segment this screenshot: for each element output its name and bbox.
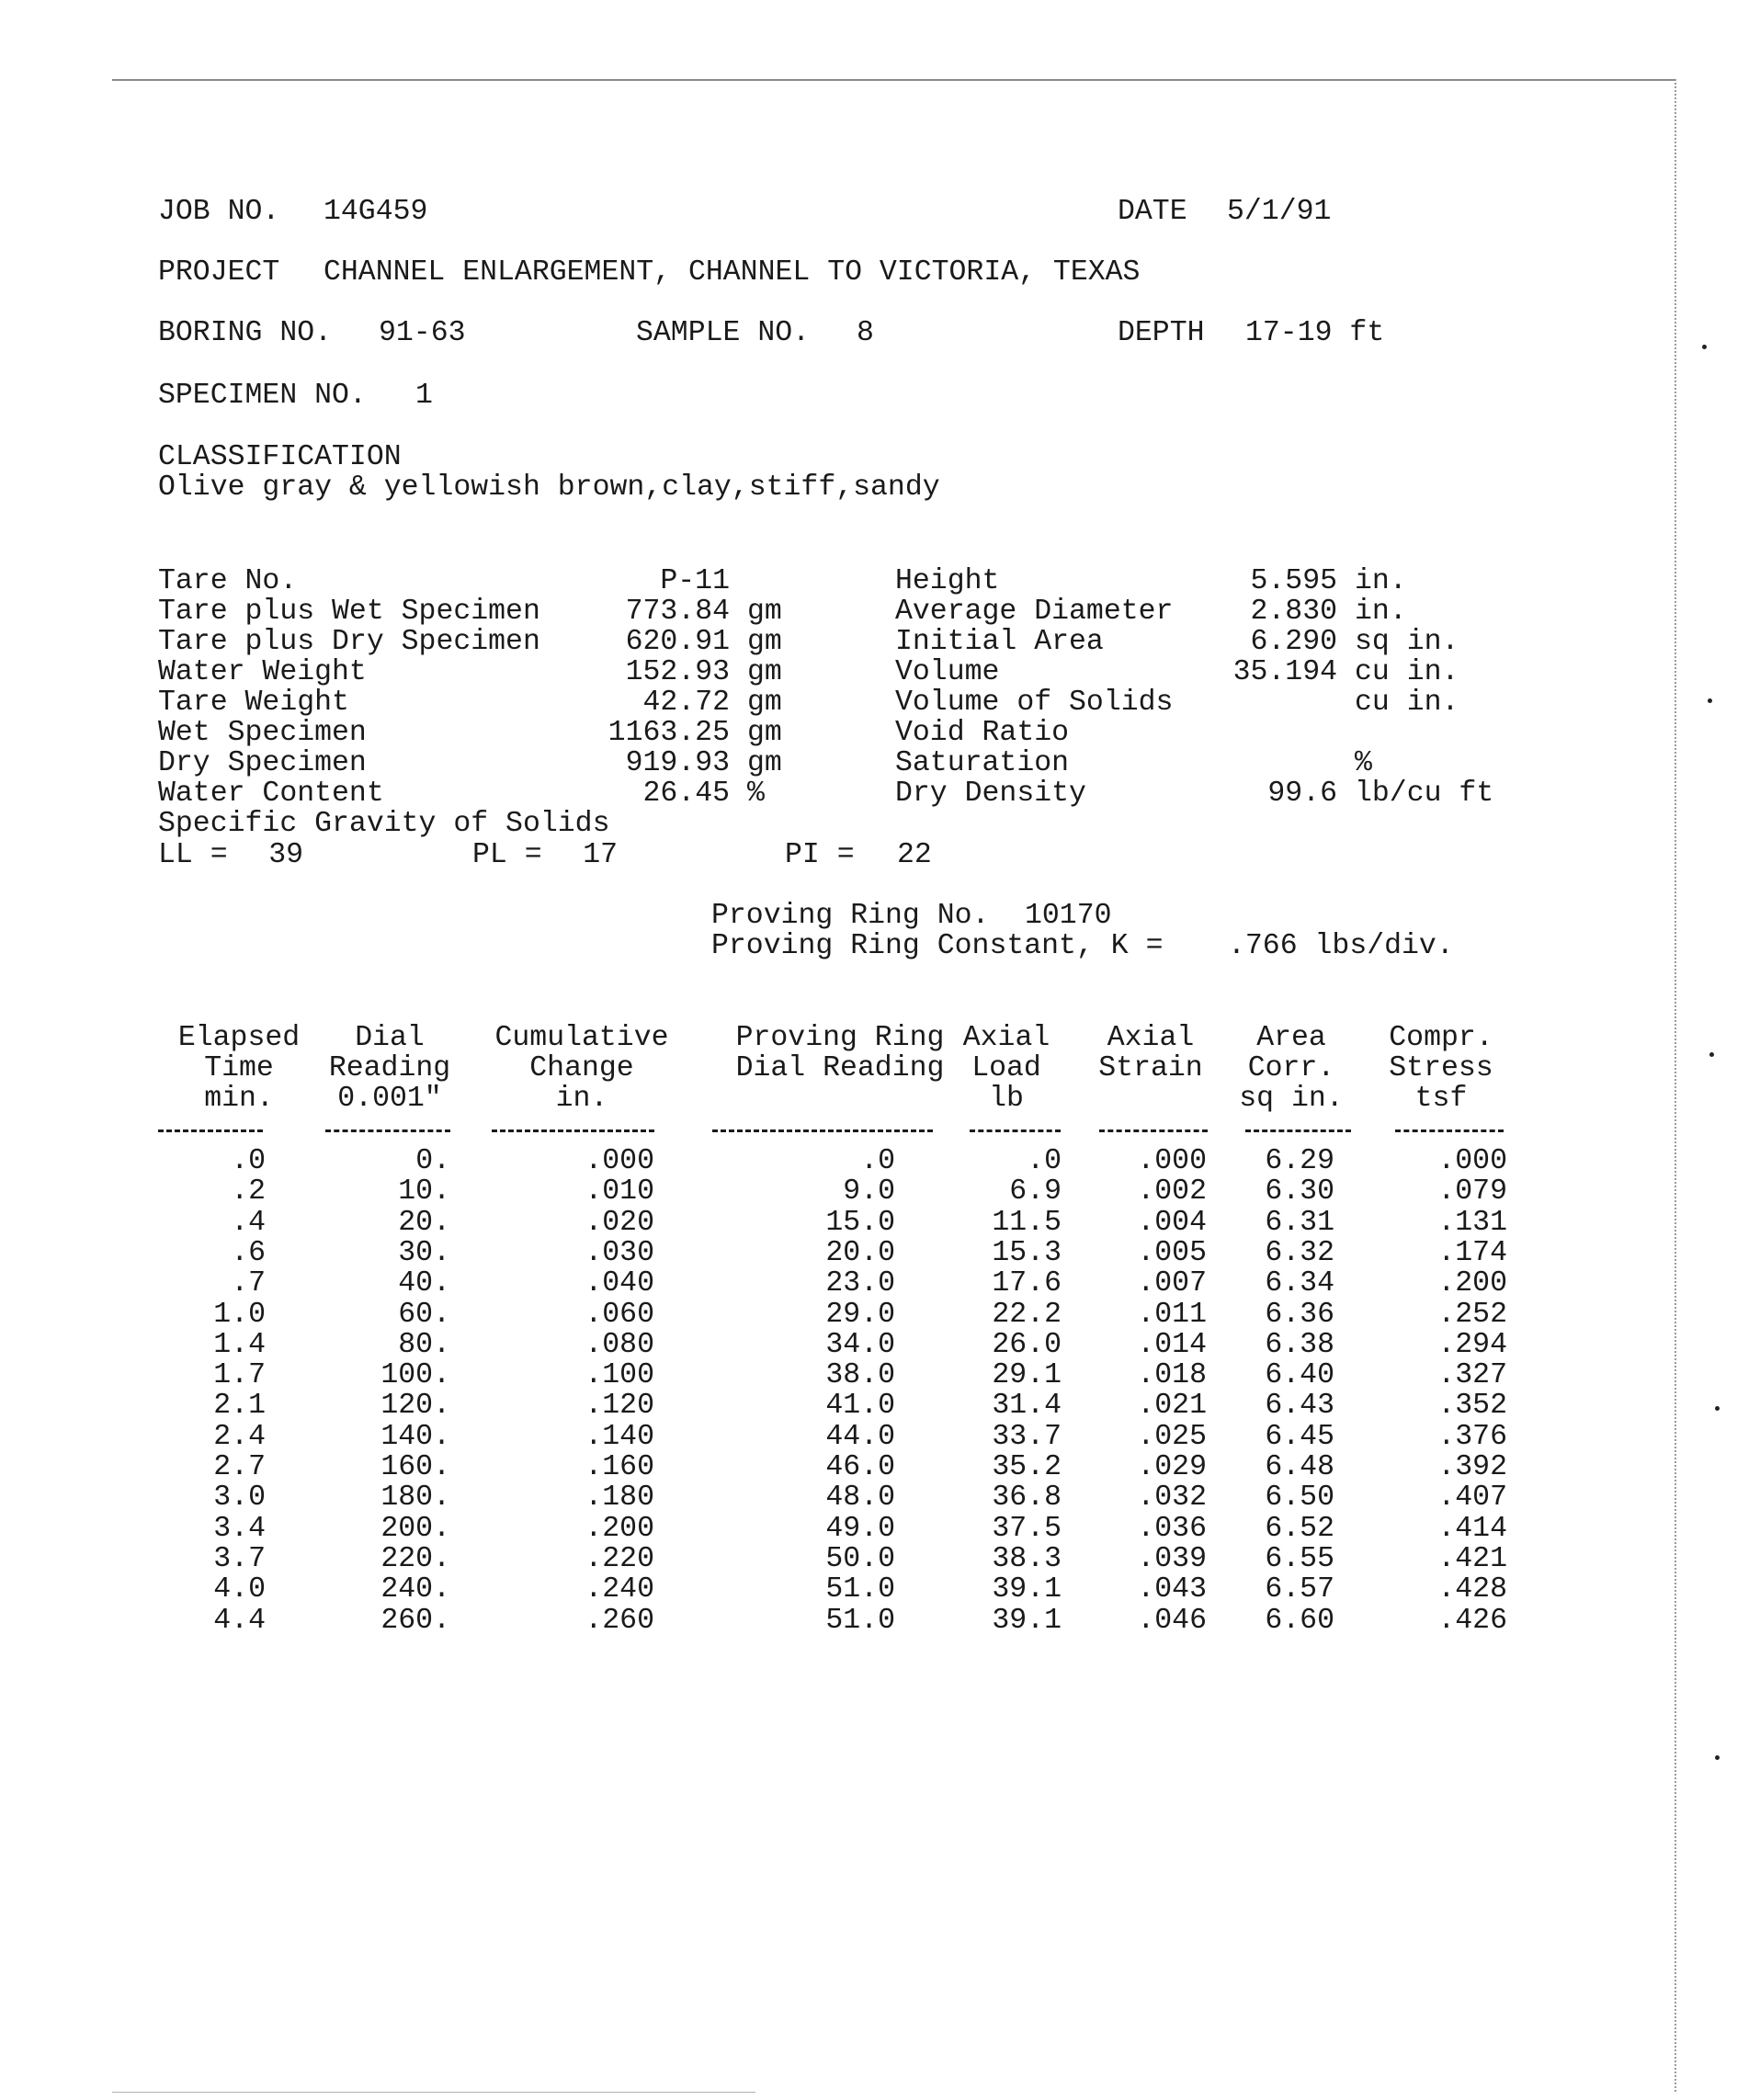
table-cell: 37.5 xyxy=(992,1512,1062,1545)
scan-speck xyxy=(1702,345,1707,349)
table-cell: .174 xyxy=(1437,1236,1507,1269)
table-cell: .260 xyxy=(585,1604,654,1637)
table-cell: 6.38 xyxy=(1265,1328,1334,1361)
table-cell: 1.4 xyxy=(213,1328,266,1361)
table-cell: 1.7 xyxy=(213,1359,266,1392)
table-cell: .100 xyxy=(585,1359,654,1392)
table-column-header: tsf xyxy=(1414,1083,1468,1115)
table-cell: 6.48 xyxy=(1265,1451,1334,1483)
header-underline xyxy=(158,1129,263,1132)
project-label: PROJECT xyxy=(158,256,280,289)
table-cell: 220. xyxy=(380,1542,450,1575)
table-cell: .025 xyxy=(1137,1420,1207,1453)
property-unit: gm xyxy=(747,626,782,658)
table-cell: .014 xyxy=(1137,1328,1207,1361)
table-cell: .004 xyxy=(1137,1206,1207,1239)
table-cell: .200 xyxy=(1437,1267,1507,1300)
table-cell: .252 xyxy=(1437,1298,1507,1331)
plastic-limit-label: PL = xyxy=(472,839,542,871)
table-column-header: Axial xyxy=(962,1022,1050,1054)
table-cell: 6.31 xyxy=(1265,1206,1334,1239)
property-value: 620.91 xyxy=(625,626,730,658)
table-cell: .036 xyxy=(1137,1512,1207,1545)
table-cell: .140 xyxy=(585,1420,654,1453)
property-value: P-11 xyxy=(660,565,730,597)
property-label: Specific Gravity of Solids xyxy=(158,808,610,840)
table-cell: 49.0 xyxy=(825,1512,895,1545)
table-cell: .0 xyxy=(1027,1145,1062,1177)
header-underline xyxy=(1099,1129,1208,1132)
plasticity-index-label: PI = xyxy=(785,839,855,871)
table-cell: 50.0 xyxy=(825,1542,895,1575)
table-cell: .007 xyxy=(1137,1267,1207,1300)
table-cell: .327 xyxy=(1437,1359,1507,1392)
table-column-header: Axial xyxy=(1107,1022,1195,1054)
property-value: 1163.25 xyxy=(607,717,730,749)
table-cell: 34.0 xyxy=(825,1328,895,1361)
table-cell: .414 xyxy=(1437,1512,1507,1545)
property-label: Wet Specimen xyxy=(158,717,367,749)
table-cell: .080 xyxy=(585,1328,654,1361)
sample-number-value: 8 xyxy=(857,317,874,349)
table-column-header: Load xyxy=(971,1052,1041,1084)
table-cell: 100. xyxy=(380,1359,450,1392)
table-cell: 6.50 xyxy=(1265,1481,1334,1515)
table-cell: .160 xyxy=(585,1451,654,1483)
table-cell: 36.8 xyxy=(992,1481,1062,1515)
table-cell: .392 xyxy=(1437,1451,1507,1483)
table-cell: 1.0 xyxy=(213,1298,266,1331)
boring-number-value: 91-63 xyxy=(379,317,466,349)
table-column-header: Cumulative xyxy=(494,1022,669,1054)
table-column-header: Time xyxy=(204,1052,274,1084)
property-unit: % xyxy=(1355,747,1372,779)
project-value: CHANNEL ENLARGEMENT, CHANNEL TO VICTORIA, TEXAS xyxy=(324,256,1141,289)
table-column-header: in. xyxy=(555,1083,608,1115)
table-cell: .376 xyxy=(1437,1420,1507,1453)
table-cell: .029 xyxy=(1137,1451,1207,1483)
table-cell: 4.4 xyxy=(213,1604,266,1637)
table-column-header: Reading xyxy=(328,1052,451,1084)
property-label: Height xyxy=(895,565,1000,597)
table-cell: 6.45 xyxy=(1265,1420,1334,1453)
table-cell: 26.0 xyxy=(992,1328,1062,1361)
table-column-header: Corr. xyxy=(1247,1052,1335,1084)
header-underline xyxy=(970,1129,1061,1132)
table-cell: 46.0 xyxy=(825,1451,895,1483)
property-unit: cu in. xyxy=(1355,656,1459,688)
table-cell: 0. xyxy=(415,1145,450,1177)
table-cell: 2.7 xyxy=(213,1451,266,1483)
property-value: 2.830 xyxy=(1250,596,1337,628)
table-cell: 9.0 xyxy=(843,1175,895,1209)
job-number-label: JOB NO. xyxy=(158,196,280,228)
table-cell: .079 xyxy=(1437,1175,1507,1209)
table-cell: .428 xyxy=(1437,1573,1507,1606)
property-label: Tare Weight xyxy=(158,687,349,719)
table-cell: 200. xyxy=(380,1512,450,1545)
table-cell: 6.32 xyxy=(1265,1236,1334,1269)
sample-number-label: SAMPLE NO. xyxy=(636,317,811,349)
table-cell: 2.1 xyxy=(213,1390,266,1423)
header-underline xyxy=(325,1129,450,1132)
table-column-header: min. xyxy=(204,1083,274,1115)
table-cell: 6.36 xyxy=(1265,1298,1334,1331)
plastic-limit-value: 17 xyxy=(583,839,618,871)
table-cell: 240. xyxy=(380,1573,450,1606)
proving-ring-constant-value: .766 lbs/div. xyxy=(1228,930,1454,962)
table-cell: .7 xyxy=(231,1267,266,1300)
table-cell: 38.3 xyxy=(992,1542,1062,1575)
table-cell: .421 xyxy=(1437,1542,1507,1575)
table-cell: .352 xyxy=(1437,1390,1507,1423)
property-unit: gm xyxy=(747,717,782,749)
table-cell: .180 xyxy=(585,1481,654,1515)
scan-speck xyxy=(1715,1406,1720,1411)
table-column-header: lb xyxy=(989,1083,1024,1115)
table-cell: 60. xyxy=(398,1298,450,1331)
table-cell: 6.60 xyxy=(1265,1604,1334,1637)
table-cell: .002 xyxy=(1137,1175,1207,1209)
table-cell: .039 xyxy=(1137,1542,1207,1575)
property-value: 152.93 xyxy=(625,656,730,688)
property-label: Saturation xyxy=(895,747,1070,779)
scan-speck xyxy=(1715,1755,1720,1760)
table-column-header: Compr. xyxy=(1389,1022,1493,1054)
property-value: 773.84 xyxy=(625,596,730,628)
table-cell: .000 xyxy=(1437,1145,1507,1177)
table-cell: 48.0 xyxy=(825,1481,895,1515)
table-cell: .046 xyxy=(1137,1604,1207,1637)
table-cell: .030 xyxy=(585,1236,654,1269)
property-unit: sq in. xyxy=(1355,626,1459,658)
property-unit: in. xyxy=(1355,565,1407,597)
boring-number-label: BORING NO. xyxy=(158,317,333,349)
table-cell: 23.0 xyxy=(825,1267,895,1300)
table-cell: 4.0 xyxy=(213,1573,266,1606)
classification-label: CLASSIFICATION xyxy=(158,441,402,473)
property-unit: lb/cu ft xyxy=(1355,778,1494,810)
top-border-line xyxy=(112,79,1675,81)
liquid-limit-value: 39 xyxy=(268,839,303,871)
table-column-header: 0.001" xyxy=(337,1083,442,1115)
table-column-header: Dial Reading xyxy=(735,1052,945,1084)
property-label: Average Diameter xyxy=(895,596,1174,628)
date-value: 5/1/91 xyxy=(1227,196,1332,228)
table-column-header: sq in. xyxy=(1239,1083,1344,1115)
table-cell: 6.52 xyxy=(1265,1512,1334,1545)
table-cell: 39.1 xyxy=(992,1604,1062,1637)
table-cell: 6.40 xyxy=(1265,1359,1334,1392)
job-number-value: 14G459 xyxy=(324,196,428,228)
depth-label: DEPTH xyxy=(1118,317,1205,349)
table-cell: 30. xyxy=(398,1236,450,1269)
property-label: Dry Density xyxy=(895,778,1086,810)
table-cell: 6.55 xyxy=(1265,1542,1334,1575)
table-cell: .043 xyxy=(1137,1573,1207,1606)
table-cell: 15.3 xyxy=(992,1236,1062,1269)
property-unit: gm xyxy=(747,596,782,628)
table-cell: 160. xyxy=(380,1451,450,1483)
property-value: 26.45 xyxy=(642,778,730,810)
table-column-header: Dial xyxy=(355,1022,425,1054)
table-cell: .131 xyxy=(1437,1206,1507,1239)
header-underline xyxy=(1245,1129,1351,1132)
table-cell: 40. xyxy=(398,1267,450,1300)
property-value: 5.595 xyxy=(1250,565,1337,597)
table-cell: 51.0 xyxy=(825,1604,895,1637)
table-cell: .020 xyxy=(585,1206,654,1239)
specimen-number-value: 1 xyxy=(415,380,433,412)
property-value: 99.6 xyxy=(1267,778,1337,810)
liquid-limit-label: LL = xyxy=(158,839,228,871)
table-cell: 260. xyxy=(380,1604,450,1637)
property-unit: gm xyxy=(747,656,782,688)
table-cell: .032 xyxy=(1137,1481,1207,1515)
table-column-header: Elapsed xyxy=(177,1022,301,1054)
table-cell: .040 xyxy=(585,1267,654,1300)
right-border-line xyxy=(1675,79,1676,2092)
header-underline xyxy=(712,1129,933,1132)
table-cell: 22.2 xyxy=(992,1298,1062,1331)
table-cell: .4 xyxy=(231,1206,266,1239)
depth-value: 17-19 ft xyxy=(1245,317,1385,349)
property-label: Initial Area xyxy=(895,626,1104,658)
table-cell: .6 xyxy=(231,1236,266,1269)
table-cell: .005 xyxy=(1137,1236,1207,1269)
table-cell: 20. xyxy=(398,1206,450,1239)
table-cell: 44.0 xyxy=(825,1420,895,1453)
table-cell: 33.7 xyxy=(992,1420,1062,1453)
scan-speck xyxy=(1709,1052,1714,1057)
proving-ring-number-value: 10170 xyxy=(1025,900,1112,932)
table-cell: 29.1 xyxy=(992,1359,1062,1392)
table-cell: .060 xyxy=(585,1298,654,1331)
table-cell: 29.0 xyxy=(825,1298,895,1331)
table-cell: 35.2 xyxy=(992,1451,1062,1483)
table-cell: 6.34 xyxy=(1265,1267,1334,1300)
table-cell: .294 xyxy=(1437,1328,1507,1361)
table-cell: .000 xyxy=(1137,1145,1207,1177)
table-cell: 11.5 xyxy=(992,1206,1062,1239)
property-value: 919.93 xyxy=(625,747,730,779)
proving-ring-constant-label: Proving Ring Constant, K = xyxy=(711,930,1164,962)
table-cell: 3.4 xyxy=(213,1512,266,1545)
header-underline xyxy=(492,1129,654,1132)
table-cell: .120 xyxy=(585,1390,654,1423)
date-label: DATE xyxy=(1118,196,1187,228)
table-cell: 17.6 xyxy=(992,1267,1062,1300)
table-cell: .240 xyxy=(585,1573,654,1606)
property-unit: gm xyxy=(747,687,782,719)
property-label: Dry Specimen xyxy=(158,747,367,779)
table-cell: .0 xyxy=(860,1145,895,1177)
table-cell: 10. xyxy=(398,1175,450,1209)
table-cell: .011 xyxy=(1137,1298,1207,1331)
table-cell: .426 xyxy=(1437,1604,1507,1637)
table-cell: 3.7 xyxy=(213,1542,266,1575)
property-label: Water Weight xyxy=(158,656,367,688)
property-label: Tare plus Dry Specimen xyxy=(158,626,540,658)
table-cell: 140. xyxy=(380,1420,450,1453)
property-label: Water Content xyxy=(158,778,384,810)
proving-ring-number-label: Proving Ring No. xyxy=(711,900,990,932)
property-label: Void Ratio xyxy=(895,717,1070,749)
property-label: Volume of Solids xyxy=(895,687,1174,719)
table-cell: 6.57 xyxy=(1265,1573,1334,1606)
table-cell: 15.0 xyxy=(825,1206,895,1239)
scan-speck xyxy=(1708,698,1712,703)
property-unit: cu in. xyxy=(1355,687,1459,719)
table-cell: 6.30 xyxy=(1265,1175,1334,1209)
property-label: Tare No. xyxy=(158,565,298,597)
table-cell: 2.4 xyxy=(213,1420,266,1453)
table-column-header: Stress xyxy=(1389,1052,1493,1084)
table-column-header: Area xyxy=(1256,1022,1326,1054)
table-cell: 6.29 xyxy=(1265,1145,1334,1177)
table-cell: 31.4 xyxy=(992,1390,1062,1423)
table-cell: 39.1 xyxy=(992,1573,1062,1606)
table-cell: .407 xyxy=(1437,1481,1507,1515)
property-value: 6.290 xyxy=(1250,626,1337,658)
plasticity-index-value: 22 xyxy=(897,839,932,871)
specimen-number-label: SPECIMEN NO. xyxy=(158,380,367,412)
table-column-header: Change xyxy=(529,1052,634,1084)
property-unit: in. xyxy=(1355,596,1407,628)
bottom-border-line xyxy=(112,2092,755,2093)
property-value: 35.194 xyxy=(1232,656,1337,688)
property-value: 42.72 xyxy=(642,687,730,719)
table-cell: .000 xyxy=(585,1145,654,1177)
table-cell: 20.0 xyxy=(825,1236,895,1269)
table-cell: .220 xyxy=(585,1542,654,1575)
table-cell: 38.0 xyxy=(825,1359,895,1392)
property-label: Tare plus Wet Specimen xyxy=(158,596,540,628)
table-cell: 6.9 xyxy=(1009,1175,1062,1209)
table-cell: 41.0 xyxy=(825,1390,895,1423)
header-underline xyxy=(1395,1129,1504,1132)
table-cell: 3.0 xyxy=(213,1481,266,1515)
table-cell: 51.0 xyxy=(825,1573,895,1606)
table-cell: .021 xyxy=(1137,1390,1207,1423)
table-cell: 180. xyxy=(380,1481,450,1515)
table-cell: 80. xyxy=(398,1328,450,1361)
table-cell: .018 xyxy=(1137,1359,1207,1392)
table-column-header: Proving Ring xyxy=(735,1022,945,1054)
table-cell: 120. xyxy=(380,1390,450,1423)
property-unit: % xyxy=(747,778,765,810)
property-label: Volume xyxy=(895,656,1000,688)
table-cell: .2 xyxy=(231,1175,266,1209)
classification-value: Olive gray & yellowish brown,clay,stiff,sandy xyxy=(158,471,940,504)
table-cell: 6.43 xyxy=(1265,1390,1334,1423)
table-cell: .010 xyxy=(585,1175,654,1209)
table-cell: .0 xyxy=(231,1145,266,1177)
table-cell: .200 xyxy=(585,1512,654,1545)
table-column-header: Strain xyxy=(1098,1052,1203,1084)
property-unit: gm xyxy=(747,747,782,779)
